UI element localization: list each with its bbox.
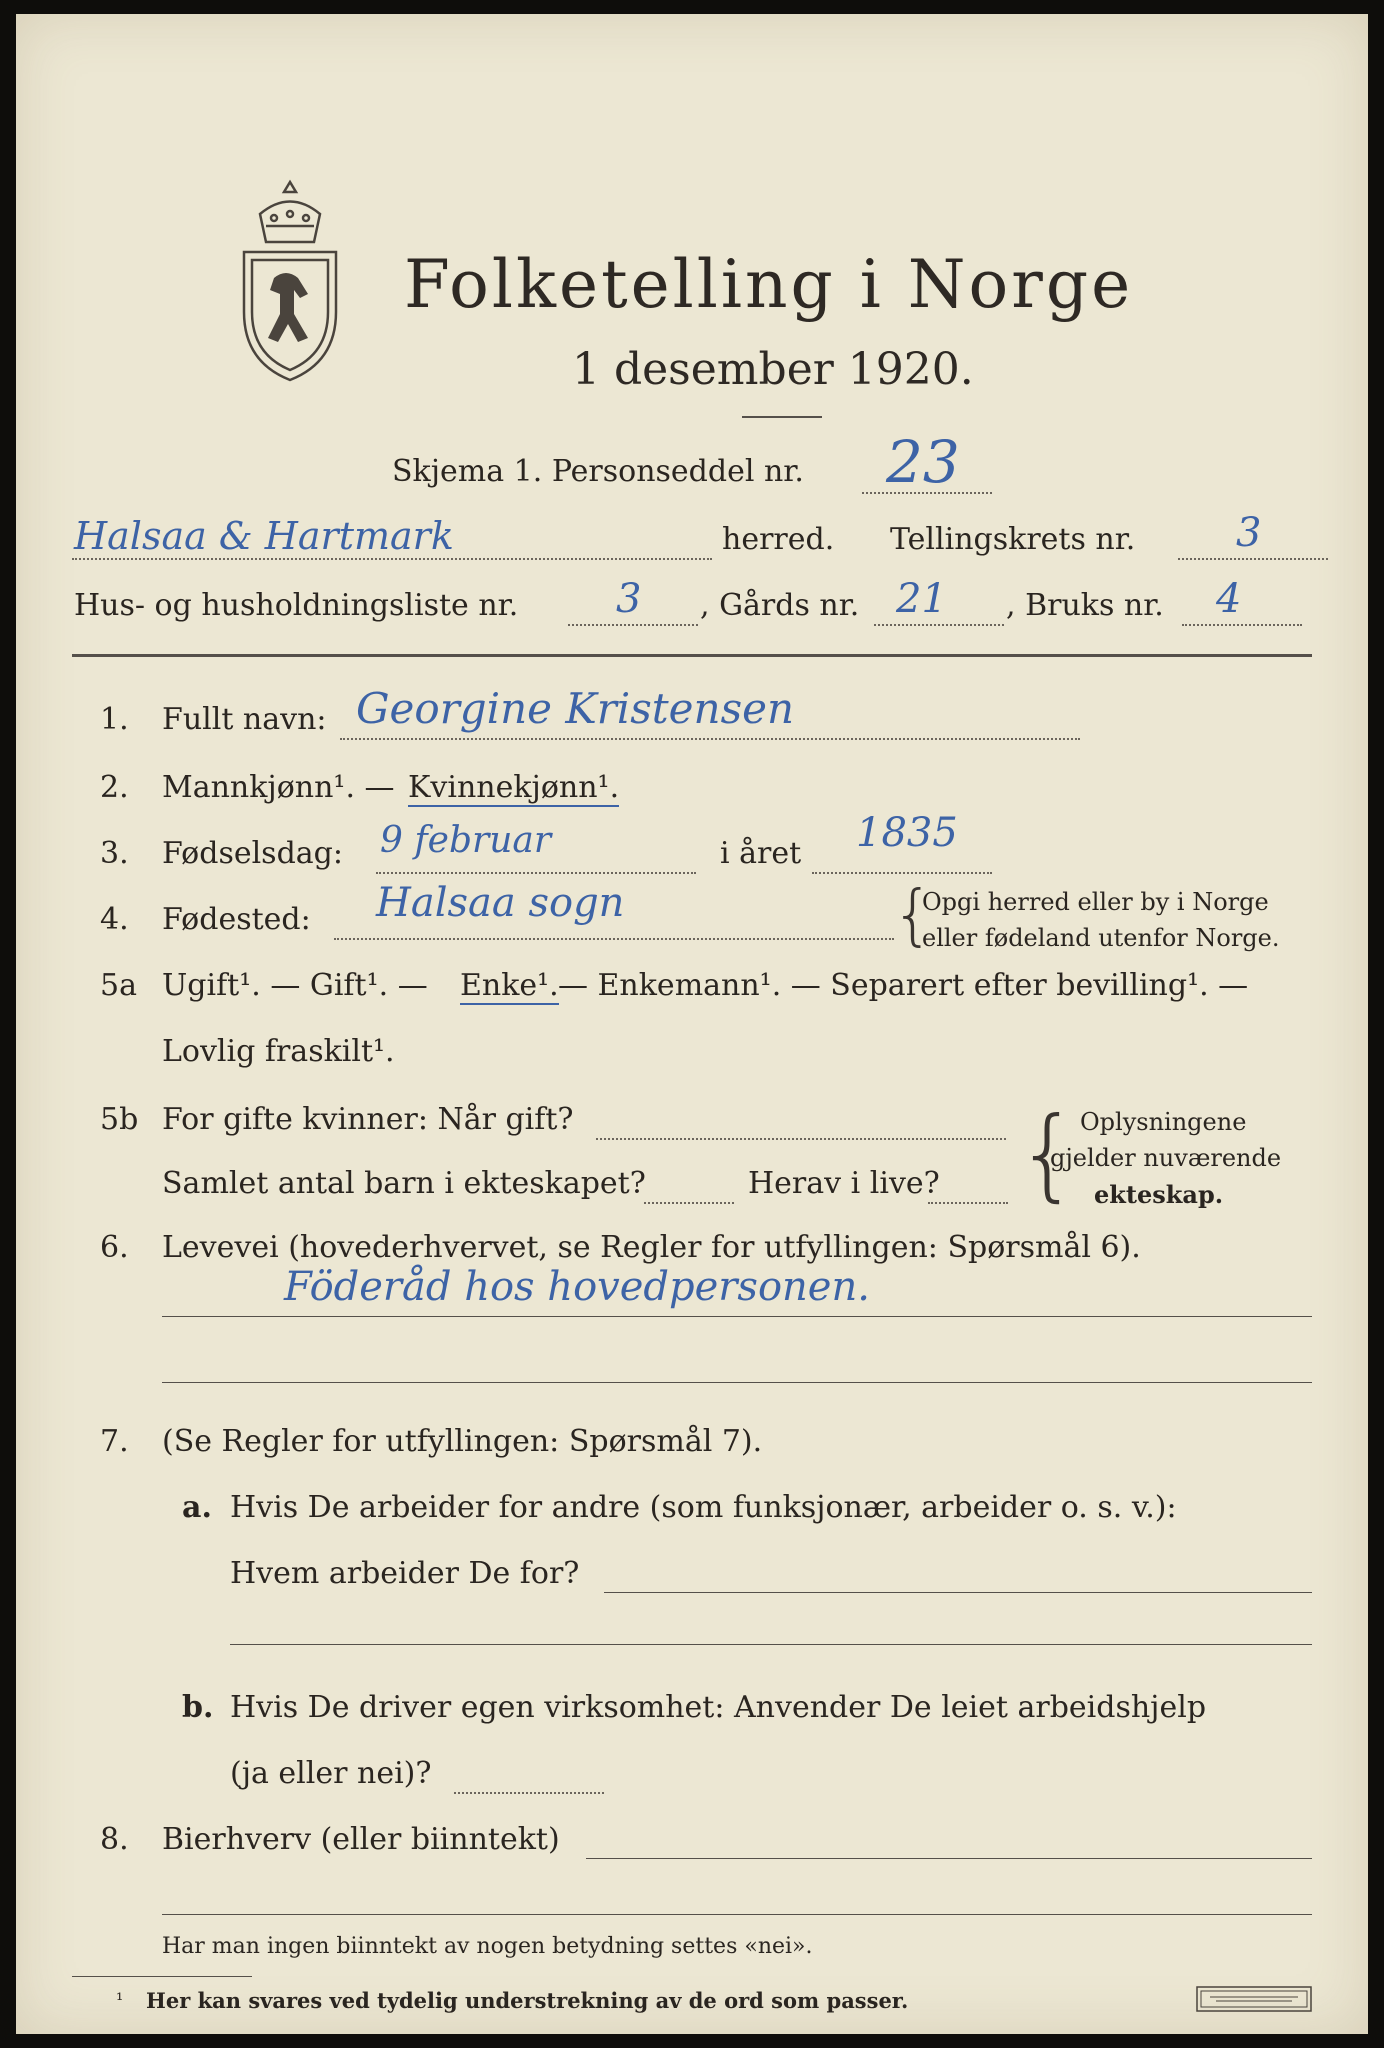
q2-mann[interactable]: Mannkjønn¹. — (162, 770, 395, 805)
q8-answer-line-2[interactable] (162, 1914, 1312, 1915)
tellingskrets-line (1178, 558, 1328, 560)
q1-number: 1. (100, 702, 129, 737)
q5b-married-line[interactable] (596, 1138, 1006, 1140)
q7a-answer-line-2[interactable] (230, 1644, 1312, 1645)
herred-label: herred. (722, 522, 835, 557)
q4-number: 4. (100, 902, 129, 937)
q5b-brace: { (1016, 1095, 1080, 1212)
q5a-enke[interactable] (460, 968, 559, 1003)
q7b-letter: b. (182, 1690, 214, 1725)
census-date: 1 desember 1920. (572, 344, 974, 395)
q5b-children-label: Samlet antal barn i ekteskapet? (162, 1166, 646, 1201)
birth-year-value[interactable]: 1835 (856, 810, 958, 856)
q8-number: 8. (100, 1822, 129, 1857)
q5a-number: 5a (100, 968, 137, 1003)
q7b-line2: (ja eller nei)? (230, 1756, 432, 1791)
herred-value[interactable]: Halsaa & Hartmark (74, 514, 454, 558)
q3-year-line (812, 872, 992, 874)
q4-label: Fødested: (162, 902, 311, 937)
tellingskrets-value[interactable]: 3 (1236, 510, 1262, 556)
husliste-line (568, 624, 698, 626)
q7a-line1: Hvis De arbeider for andre (som funksjonær, arbeider o. s. v.): (230, 1490, 1177, 1525)
q3-date-line (376, 872, 696, 874)
q5b-note-2: gjelder nuværende (1050, 1144, 1282, 1172)
q6-label: Levevei (hovederhvervet, se Regler for utfyllingen: Spørsmål 6). (162, 1230, 1141, 1265)
gards-label: , Gårds nr. (700, 588, 860, 623)
q5a-rest[interactable]: — Enkemann¹. — Separert efter bevilling¹. — (558, 968, 1249, 1003)
husliste-value[interactable]: 3 (616, 576, 642, 622)
q5b-children-line[interactable] (644, 1202, 734, 1204)
husliste-label: Hus- og husholdningsliste nr. (74, 588, 519, 623)
q6-line-1 (162, 1316, 1312, 1317)
footnote-text: Her kan svares ved tydelig understrekning av de ord som passer. (146, 1988, 909, 2013)
coat-of-arms-icon (230, 174, 350, 384)
q3-label: Fødselsdag: (162, 836, 343, 871)
gards-line (874, 624, 1004, 626)
q4-brace: { (892, 876, 934, 953)
q7a-line2: Hvem arbeider De for? (230, 1556, 580, 1591)
q7b-line1: Hvis De driver egen virksomhet: Anvender De leiet arbeidshjelp (230, 1690, 1207, 1725)
page-title: Folketelling i Norge (404, 246, 1134, 323)
q7a-letter: a. (182, 1490, 212, 1525)
q5b-note-1: Oplysningene (1080, 1108, 1247, 1136)
bruks-value[interactable]: 4 (1216, 576, 1242, 622)
q7-label: (Se Regler for utfyllingen: Spørsmål 7). (162, 1424, 763, 1459)
q8-note: Har man ingen biinntekt av nogen betydning settes «nei». (162, 1934, 813, 1959)
birthplace-value[interactable]: Halsaa sogn (376, 880, 625, 926)
q8-answer-line[interactable] (586, 1858, 1312, 1859)
q1-line (340, 738, 1080, 740)
bruks-label: , Bruks nr. (1006, 588, 1164, 623)
q6-line-2[interactable] (162, 1382, 1312, 1383)
tellingskrets-label: Tellingskrets nr. (890, 522, 1136, 557)
herred-line (72, 558, 712, 560)
q3-number: 3. (100, 836, 129, 871)
title-divider (742, 416, 822, 418)
q7-number: 7. (100, 1424, 129, 1459)
q4-note-2: eller fødeland utenfor Norge. (922, 924, 1280, 952)
q7b-answer-line[interactable] (454, 1792, 604, 1794)
footnote-mark: ¹ (116, 1990, 124, 2011)
personseddel-value[interactable]: 23 (886, 428, 960, 496)
birthdate-value[interactable]: 9 februar (380, 820, 552, 861)
bruks-line (1182, 624, 1302, 626)
footnote-divider (72, 1976, 252, 1977)
q5a-ugift-gift[interactable]: Ugift¹. — Gift¹. — (162, 968, 428, 1003)
q2-number: 2. (100, 770, 129, 805)
q5b-note-3: ekteskap. (1094, 1180, 1224, 1209)
q5a-fraskilt[interactable]: Lovlig fraskilt¹. (162, 1034, 395, 1069)
gards-value[interactable]: 21 (896, 576, 947, 622)
q2-kvinne-text: Kvinnekjønn¹. (408, 770, 620, 805)
header-divider (72, 654, 1312, 657)
q2-kvinne[interactable] (408, 770, 619, 805)
printer-stamp-icon (1196, 1986, 1312, 2012)
q4-note-1: Opgi herred eller by i Norge (922, 888, 1269, 916)
census-form (16, 14, 1368, 2034)
q5b-line1: For gifte kvinner: Når gift? (162, 1102, 574, 1137)
q3-year-label: i året (720, 836, 802, 871)
q1-label: Fullt navn: (162, 702, 327, 737)
full-name-value[interactable]: Georgine Kristensen (356, 684, 795, 733)
q5b-number: 5b (100, 1102, 139, 1137)
q7a-answer-line[interactable] (604, 1592, 1312, 1593)
schema-label: Skjema 1. Personseddel nr. (392, 454, 804, 489)
q5b-alive-line[interactable] (928, 1202, 1008, 1204)
q5b-alive-label: Herav i live? (748, 1166, 940, 1201)
q6-number: 6. (100, 1230, 129, 1265)
occupation-value[interactable]: Föderåd hos hovedpersonen. (284, 1264, 870, 1310)
q4-line (334, 938, 894, 940)
q5a-enke-text: Enke¹. (460, 968, 559, 1003)
q8-label: Bierhverv (eller biinntekt) (162, 1822, 560, 1857)
